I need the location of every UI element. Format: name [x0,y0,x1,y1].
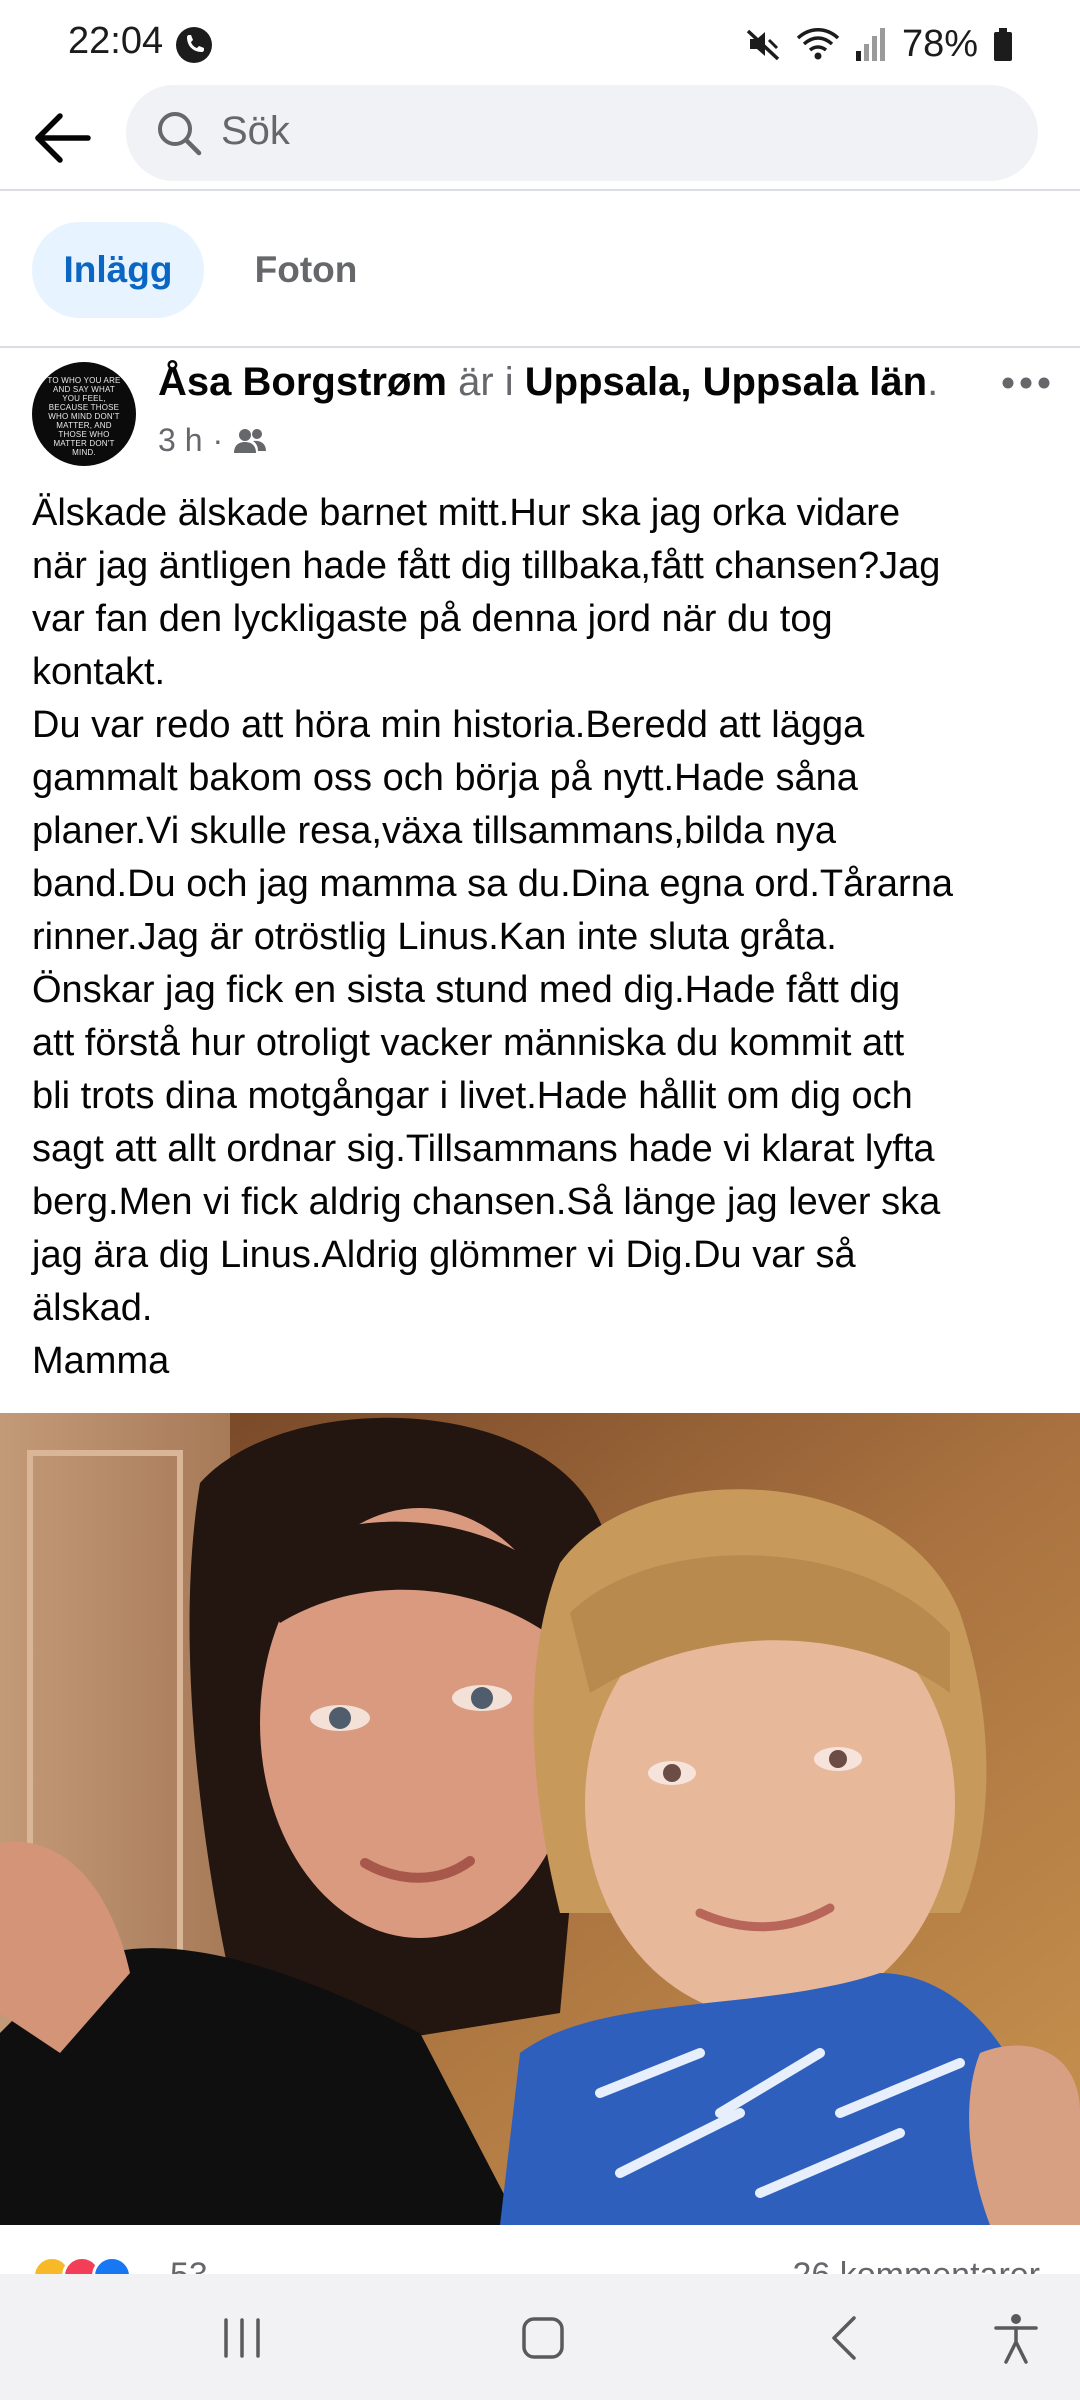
system-nav-bar [0,2274,1080,2400]
back-icon[interactable] [816,2310,876,2366]
search-placeholder: Sök [221,109,290,153]
post-line: sagt att allt ordnar sig.Tillsammans hade vi klarat lyfta [32,1128,935,1170]
reactions-row[interactable] [0,2226,1080,2274]
wifi-icon [796,25,840,63]
mute-icon [744,25,782,63]
author-name[interactable]: Åsa Borgstrøm [158,360,447,404]
more-options-icon[interactable] [1000,368,1052,398]
recent-apps-icon[interactable] [212,2310,272,2366]
battery-percent: 78% [901,22,978,65]
post-line: Mamma [32,1340,170,1382]
post-line: jag ära dig Linus.Aldrig glömmer vi Dig.Du var så [32,1234,856,1276]
post-line: Älskade älskade barnet mitt.Hur ska jag orka vidare [32,492,901,534]
meta-separator: · [212,422,224,458]
post-line: berg.Men vi fick aldrig chansen.Så länge jag lever ska [32,1181,941,1223]
post-line: älskad. [32,1287,153,1329]
call-icon [175,26,213,64]
post-line: rinner.Jag är otröstlig Linus.Kan inte sluta gråta. [32,916,837,958]
post-line: planer.Vi skulle resa,växa tillsammans,bilda nya [32,810,837,852]
location-link[interactable]: Uppsala, Uppsala län [524,360,928,404]
status-time: 22:04 [68,20,164,62]
post-line: gammalt bakom oss och börja på nytt.Hade såna [32,757,858,799]
home-icon[interactable] [513,2310,573,2366]
back-arrow-icon[interactable] [30,105,96,171]
author-connector: är i [446,360,525,404]
post-line: band.Du och jag mamma sa du.Dina egna ord.Tårarna [32,863,953,905]
post-photo[interactable] [0,1413,1080,2225]
signal-icon [854,25,888,63]
avatar[interactable] [32,362,136,466]
post-text [32,487,1052,1388]
filter-tabs [0,190,1080,346]
tab-photos[interactable]: Foton [254,249,358,290]
post-line: när jag äntligen hade fått dig tillbaka,fått chansen?Jag [32,545,941,587]
friends-icon [233,427,267,455]
post-line: kontakt. [32,651,166,693]
avatar-text: TO WHO YOU ARE AND SAY WHAT YOU FEEL, BECAUSE THOSE WHO MIND DON'T MATTER, AND THOSE WHO MATTER DON'T MIND. [47,376,121,457]
photo-illustration [0,1413,1080,2225]
accessibility-icon[interactable] [986,2310,1046,2366]
tabs-divider [0,346,1080,348]
post-header [0,350,1080,480]
battery-icon [992,25,1014,63]
author-line [158,360,938,405]
tab-posts[interactable]: Inlägg [32,222,204,318]
post-meta [158,422,267,459]
search-icon [154,108,204,158]
location-suffix: . [927,360,939,404]
post-line: att förstå hur otroligt vacker människa du kommit att [32,1022,905,1064]
post-line: bli trots dina motgångar i livet.Hade hållit om dig och [32,1075,913,1117]
search-input[interactable] [126,85,1038,181]
post-time[interactable]: 3 h [158,422,203,458]
post-line: var fan den lyckligaste på denna jord när du tog [32,598,833,640]
status-bar [0,0,1080,85]
post-line: Du var redo att höra min historia.Beredd att lägga [32,704,865,746]
status-icons [744,20,1014,68]
search-header [0,85,1080,191]
post-line: Önskar jag fick en sista stund med dig.Hade fått dig [32,969,901,1011]
